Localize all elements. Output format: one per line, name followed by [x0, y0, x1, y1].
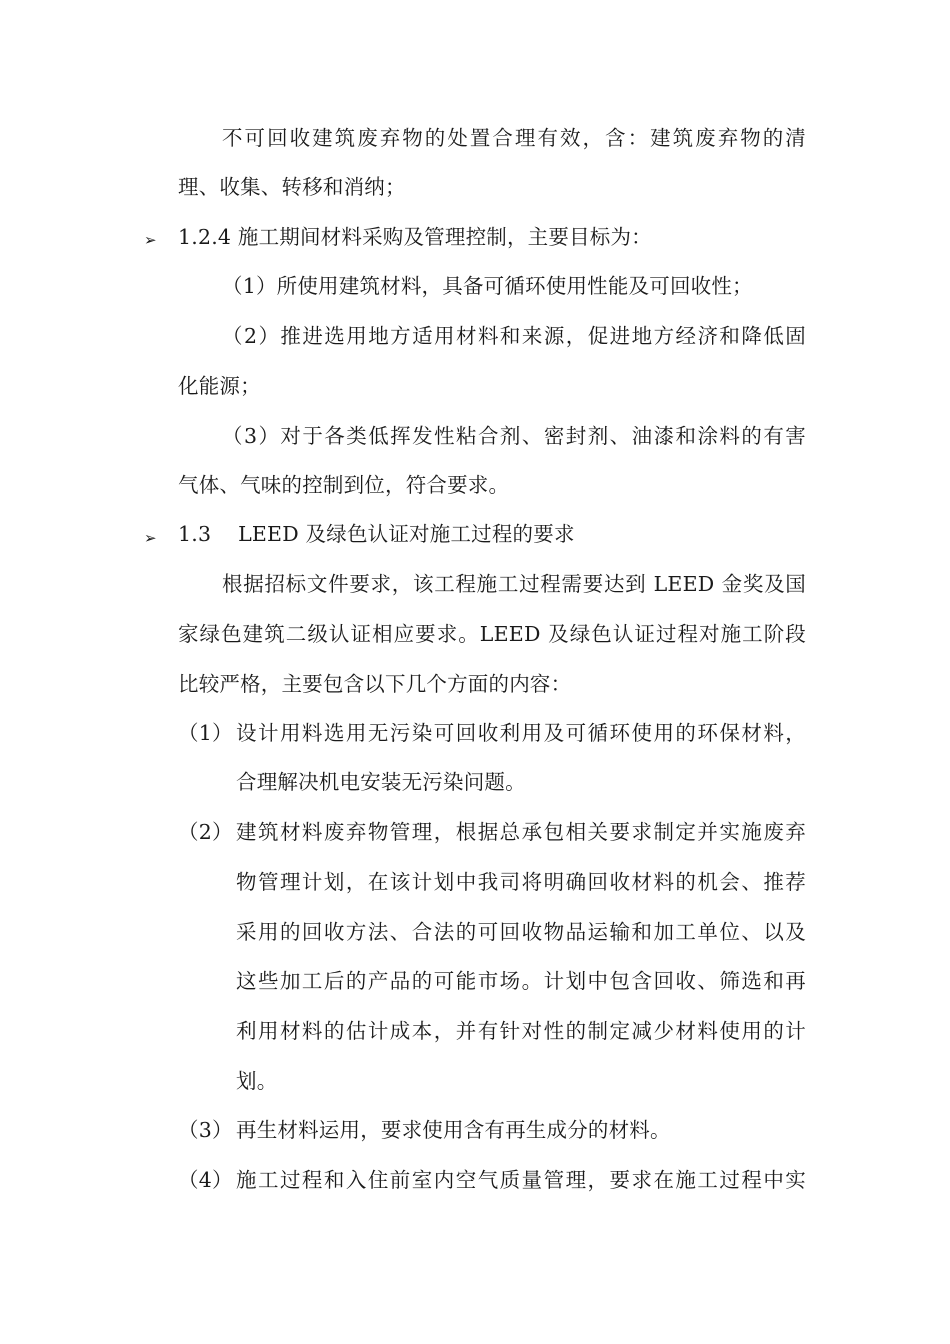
list-item-number: （1） [178, 721, 233, 745]
list-item-text: 这些加工后的产品的可能市场。计划中包含回收、筛选和再 [236, 969, 806, 993]
list-item: （1）所使用建筑材料，具备可循环使用性能及可回收性； [222, 274, 753, 298]
list-item: （3）对于各类低挥发性粘合剂、密封剂、油漆和涂料的有害 [222, 424, 806, 448]
list-item-text: 建筑材料废弃物管理，根据总承包相关要求制定并实施废弃 [236, 820, 806, 844]
bullet-arrow-icon: ➢ [144, 529, 157, 547]
list-item-text: 物管理计划，在该计划中我司将明确回收材料的机会、推荐 [236, 870, 806, 894]
list-item-text: 再生材料运用，要求使用含有再生成分的材料。 [236, 1118, 671, 1142]
list-item-number: （3） [178, 1118, 233, 1142]
bullet-arrow-icon: ➢ [144, 231, 157, 249]
list-item-text: 划。 [236, 1069, 278, 1093]
list-item-text: 设计用料选用无污染可回收利用及可循环使用的环保材料， [236, 721, 806, 745]
list-item-text: 利用材料的估计成本，并有针对性的制定减少材料使用的计 [236, 1019, 806, 1043]
paragraph-line: 不可回收建筑废弃物的处置合理有效，含：建筑废弃物的清 [222, 126, 806, 150]
paragraph-line: 根据招标文件要求，该工程施工过程需要达到 LEED 金奖及国 [222, 572, 806, 596]
section-heading-1-2-4: 1.2.4 施工期间材料采购及管理控制，主要目标为： [178, 225, 652, 249]
paragraph-line: 家绿色建筑二级认证相应要求。LEED 及绿色认证过程对施工阶段 [178, 622, 806, 646]
list-item-continuation: 气体、气味的控制到位，符合要求。 [178, 473, 510, 497]
list-item-text: 合理解决机电安装无污染问题。 [236, 770, 526, 794]
paragraph-line: 理、收集、转移和消纳； [178, 175, 406, 199]
list-item-number: （4） [178, 1168, 233, 1192]
list-item-text: 施工过程和入住前室内空气质量管理，要求在施工过程中实 [236, 1168, 806, 1192]
list-item-number: （2） [178, 820, 233, 844]
list-item-continuation: 化能源； [178, 374, 261, 398]
list-item-text: 采用的回收方法、合法的可回收物品运输和加工单位、以及 [236, 920, 806, 944]
section-heading-1-3: 1.3 LEED 及绿色认证对施工过程的要求 [178, 522, 575, 546]
paragraph-line: 比较严格，主要包含以下几个方面的内容： [178, 672, 572, 696]
list-item: （2）推进选用地方适用材料和来源，促进地方经济和降低固 [222, 324, 806, 348]
